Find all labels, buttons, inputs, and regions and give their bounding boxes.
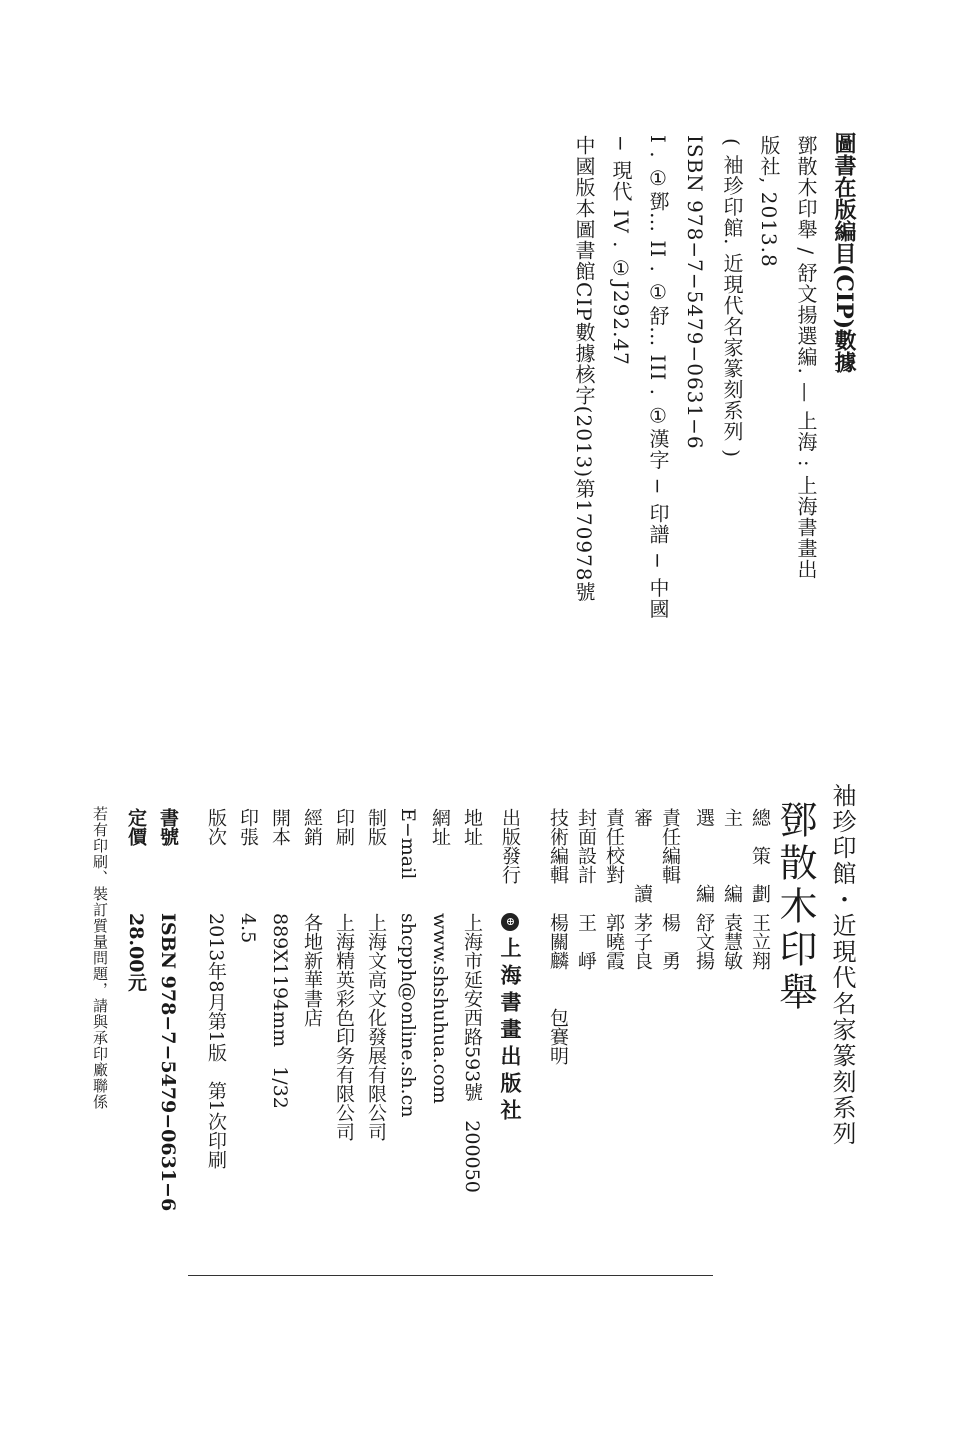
divider — [188, 1275, 693, 1276]
credit-row — [722, 808, 741, 970]
credit-row — [694, 808, 713, 970]
detail-row — [334, 808, 353, 1141]
detail-label: 網址 — [429, 808, 451, 846]
credit-value: 袁慧敏 — [721, 913, 743, 970]
detail-label: 印張 — [237, 808, 259, 846]
credit-value: 楊關麟 包賽明 — [547, 913, 569, 1065]
detail-row — [430, 808, 449, 1104]
credit-label: 選 編 — [693, 808, 715, 903]
publisher-label: 出版發行 — [499, 808, 521, 884]
credit-label: 責任編輯 — [659, 808, 681, 884]
book-title: 鄧散木印舉 — [773, 800, 817, 1015]
credit-row — [750, 808, 769, 970]
detail-label: E−mail — [397, 808, 419, 880]
detail-row — [366, 808, 385, 1141]
detail-value: 各地新華書店 — [301, 913, 323, 1027]
detail-row — [206, 808, 225, 1169]
credit-value: 舒文揚 — [693, 913, 715, 970]
detail-row — [302, 808, 321, 1027]
detail-label: 開本 — [269, 808, 291, 846]
quality-note: 若有印刷、裝訂質量問題，請與承印廠聯係 — [91, 806, 109, 1110]
isbn-label: 書號 — [157, 808, 179, 846]
cip-line-2: 版社, 2013.8 — [757, 135, 781, 268]
detail-label: 版次 — [205, 808, 227, 846]
credit-label: 審 讀 — [631, 808, 653, 903]
detail-value: 4.5 — [237, 913, 259, 944]
credit-value: 茅子良 — [631, 913, 653, 970]
isbn-row — [158, 808, 177, 1211]
detail-row — [270, 808, 289, 1109]
detail-value: www.shshuhua.com — [429, 913, 451, 1104]
cip-line-6: − 現代 IV . ①J292.47 — [609, 135, 633, 366]
detail-value: shcpph@online.sh.cn — [397, 913, 419, 1118]
price-value: 28.00元 — [125, 913, 147, 992]
credit-label: 總 策 劃 — [749, 808, 771, 903]
cip-line-4: ISBN 978−7−5479−0631−6 — [683, 135, 707, 450]
detail-label: 地址 — [461, 808, 483, 846]
credit-label: 主 編 — [721, 808, 743, 903]
detail-row — [398, 808, 417, 1117]
credit-row — [576, 808, 595, 970]
credit-value: 王立翔 — [749, 913, 771, 970]
credit-value: 楊 勇 — [659, 913, 681, 970]
detail-value: 2013年8月第1版 第1次印刷 — [205, 913, 227, 1169]
detail-row — [238, 808, 257, 943]
credit-label: 技術編輯 — [547, 808, 569, 884]
detail-row — [462, 808, 481, 1193]
cip-line-7: 中國版本圖書館CIP數據核字(2013)第170978號 — [572, 135, 596, 603]
publisher-name: 上海書畫出版社 — [498, 937, 523, 1126]
credit-value: 王 崢 — [575, 913, 597, 970]
credit-row — [660, 808, 679, 970]
credit-row — [548, 808, 567, 1065]
credit-row — [632, 808, 651, 970]
cip-title: 圖書在版編目(CIP)數據 — [831, 132, 857, 374]
credit-label: 責任校對 — [603, 808, 625, 884]
cip-line-5: I . ①鄧… II . ①舒… III . ①漢字 − 印譜 − 中國 — [646, 135, 670, 620]
series-title: 袖珍印館・近現代名家篆刻系列 — [828, 783, 856, 1147]
price-label: 定價 — [125, 808, 147, 846]
isbn-value: ISBN 978−7−5479−0631−6 — [157, 913, 179, 1212]
cip-line-3: ( 袖珍印館. 近現代名家篆刻系列 ) — [720, 138, 744, 459]
price-row — [126, 808, 145, 992]
detail-value: 上海文高文化發展有限公司 — [365, 913, 387, 1141]
detail-value: 上海精英彩色印务有限公司 — [333, 913, 355, 1141]
detail-value: 上海市延安西路593號 200050 — [461, 913, 483, 1193]
credit-row — [604, 808, 623, 970]
detail-label: 制版 — [365, 808, 387, 846]
detail-value: 889X1194mm 1/32 — [269, 913, 291, 1109]
detail-label: 經銷 — [301, 808, 323, 846]
publisher-row — [500, 808, 521, 1126]
credit-label: 封面設計 — [575, 808, 597, 884]
credit-value: 郭曉霞 — [603, 913, 625, 970]
publisher-logo-icon: ⊕ — [501, 913, 519, 931]
detail-label: 印刷 — [333, 808, 355, 846]
cip-line-1: 鄧散木印舉 / 舒文揚選編. — 上海 : 上海書畫出 — [794, 135, 818, 580]
